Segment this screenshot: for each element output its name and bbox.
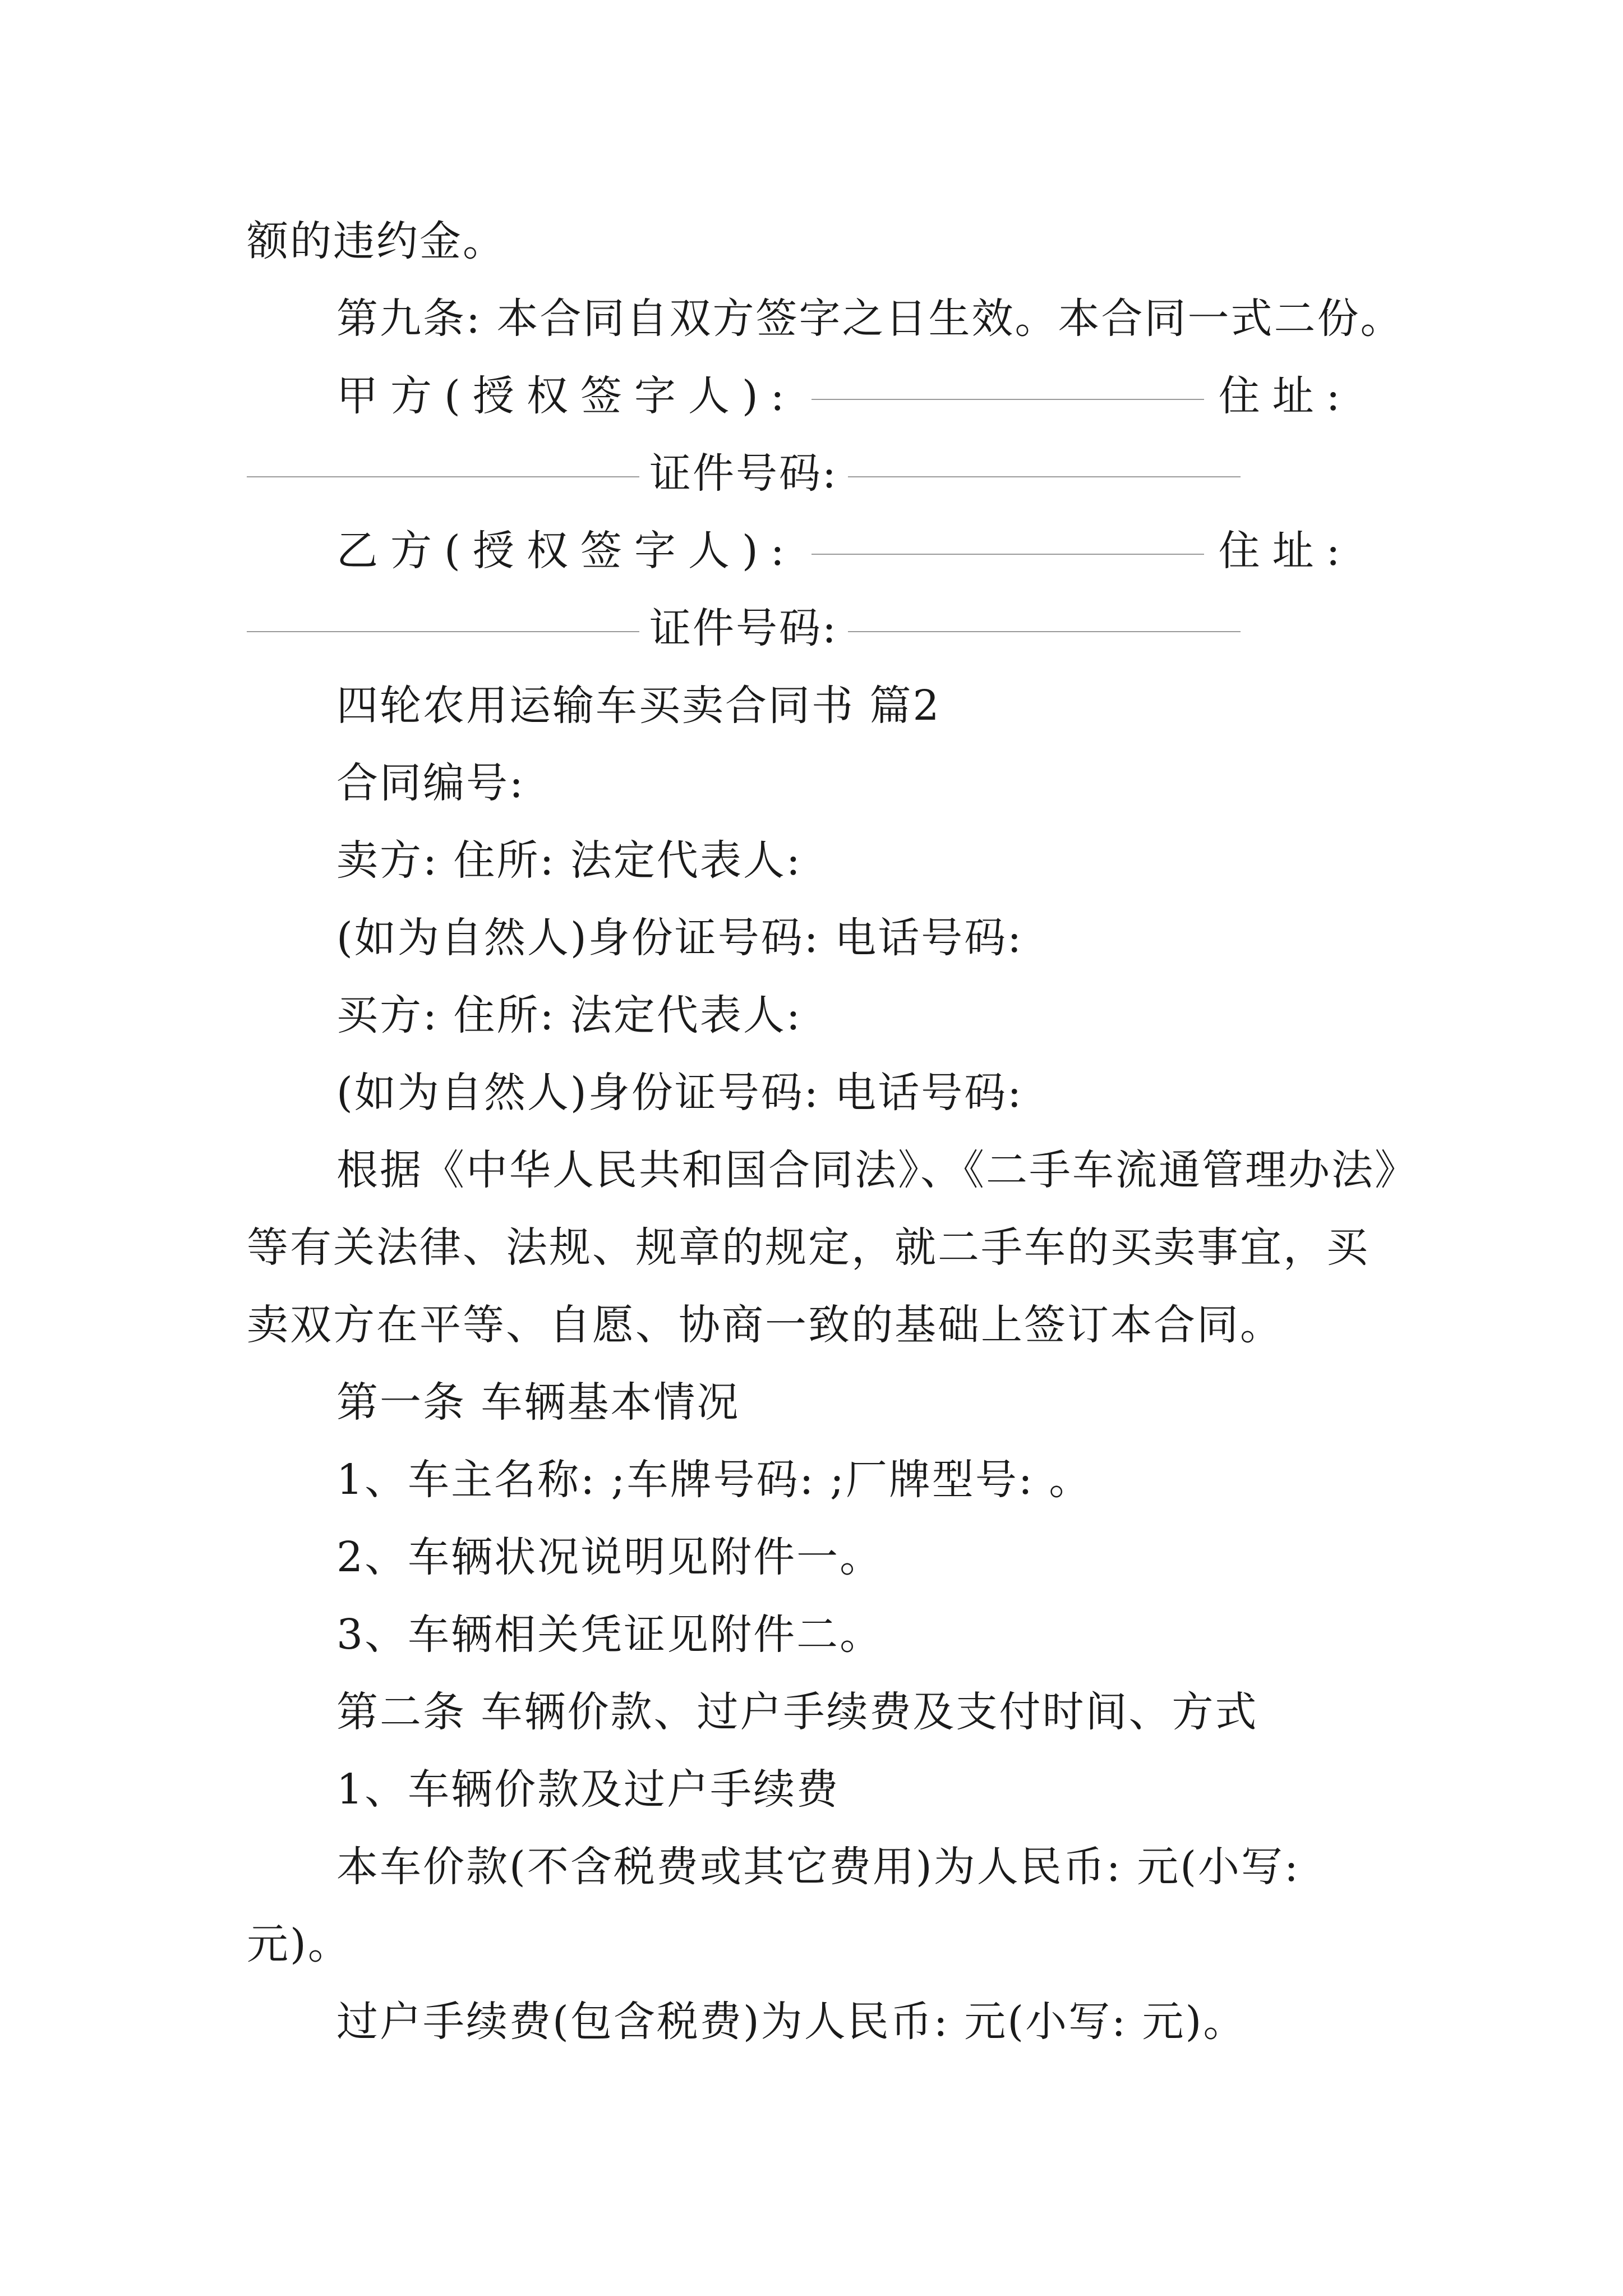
- id-number-label: 证件号码:: [649, 449, 838, 498]
- address-blank: [247, 631, 639, 632]
- party-a-signature-line: [336, 362, 1353, 430]
- article-two-title: 第二条 车辆价款、过户手续费及支付时间、方式: [336, 1688, 1258, 1736]
- article-one-item-3: 3、车辆相关凭证见附件二。: [336, 1611, 883, 1659]
- transfer-fee-line: 过户手续费(包含税费)为人民币: 元(小写: 元)。: [336, 1998, 1247, 2046]
- article-one-item-2: 2、车辆状况说明见附件一。: [336, 1533, 883, 1581]
- party-a-label: 甲方(授权签字人):: [336, 372, 797, 420]
- party-b-label: 乙方(授权签字人):: [336, 527, 797, 575]
- article-one-title: 第一条 车辆基本情况: [336, 1378, 740, 1427]
- preamble-line-2: 等有关法律、法规、规章的规定，就二手车的买卖事宜，买: [247, 1223, 1370, 1272]
- buyer-info: 买方: 住所: 法定代表人:: [336, 991, 802, 1039]
- party-a-id-line: [247, 440, 1241, 507]
- party-b-id-line: [247, 595, 1241, 662]
- buyer-id-info: (如为自然人)身份证号码: 电话号码:: [336, 1069, 1023, 1117]
- vehicle-price-line-cont: 元)。: [247, 1920, 351, 1968]
- party-a-signature-blank: [811, 398, 1204, 400]
- id-number-blank: [848, 631, 1241, 632]
- article-one-item-1: 1、车主名称: ;车牌号码: ;厂牌型号: 。: [336, 1456, 1092, 1504]
- address-label: 住址:: [1218, 527, 1353, 575]
- party-b-signature-line: [336, 517, 1353, 585]
- preamble-line-1: 根据《中华人民共和国合同法》、《二手车流通管理办法》: [336, 1146, 1418, 1194]
- text-line: 额的违约金。: [247, 217, 506, 265]
- address-label: 住址:: [1218, 372, 1353, 420]
- seller-info: 卖方: 住所: 法定代表人:: [336, 836, 802, 885]
- id-number-blank: [848, 476, 1241, 477]
- party-b-signature-blank: [811, 553, 1204, 555]
- id-number-label: 证件号码:: [649, 604, 838, 652]
- section-title: 四轮农用运输车买卖合同书 篇2: [336, 682, 941, 730]
- article-two-item-1: 1、车辆价款及过户手续费: [336, 1765, 840, 1814]
- preamble-line-3: 卖双方在平等、自愿、协商一致的基础上签订本合同。: [247, 1301, 1283, 1349]
- seller-id-info: (如为自然人)身份证号码: 电话号码:: [336, 914, 1023, 962]
- contract-number: 合同编号:: [336, 759, 525, 807]
- vehicle-price-line: 本车价款(不含税费或其它费用)为人民币: 元(小写:: [336, 1843, 1300, 1891]
- address-blank: [247, 476, 639, 477]
- article-nine: 第九条: 本合同自双方签字之日生效。本合同一式二份。: [336, 295, 1404, 343]
